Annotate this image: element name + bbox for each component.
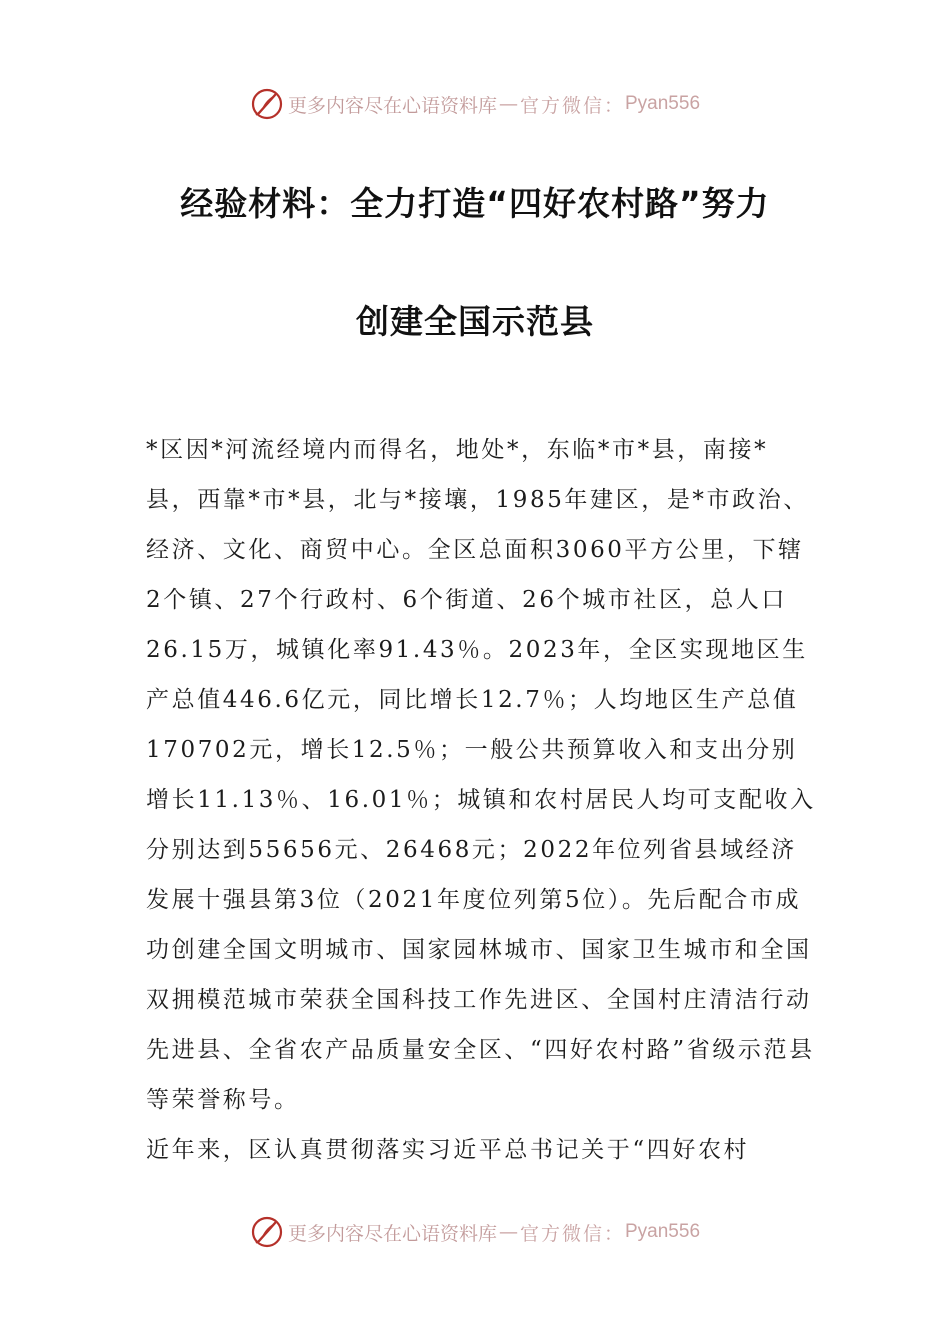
quill-logo-icon — [250, 1215, 284, 1249]
banner-wechat-label: 官方微信： — [519, 94, 625, 117]
document-title-line2: 创建全国示范县 — [356, 302, 594, 341]
footer-wechat-id: Pyan556 — [625, 1221, 701, 1242]
paragraph-second: 近年来，区认真贯彻落实习近平总书记关于“四好农村 — [146, 1137, 750, 1163]
header-banner — [0, 84, 950, 124]
document-body — [146, 425, 818, 1175]
footer-wechat-label: 官方微信： — [519, 1222, 625, 1245]
footer-brand: 更多内容尽在心语资料库 — [287, 1222, 497, 1245]
banner-wechat-id: Pyan556 — [625, 93, 701, 114]
banner-dash: — — [498, 93, 518, 115]
quill-logo-icon — [250, 87, 284, 121]
footer-dash: — — [498, 1221, 518, 1243]
document-title-line1: 经验材料：全力打造“四好农村路”努力 — [180, 184, 770, 223]
footer-banner — [0, 1212, 950, 1252]
banner-brand: 更多内容尽在心语资料库 — [287, 94, 497, 117]
paragraph-intro: *区因*河流经境内而得名，地处*，东临*市*县，南接*县，西靠*市*县，北与*接壤，1985年建区，是*市政治、经济、文化、商贸中心。全区总面积3060平方公里，下辖2个镇、27个行政村、6个街道、26个城市社区，总人口26.15万，城镇化率91.43％。2023年，全区实现地区生产总值446.6亿元，同比增长12.7％；人均地区生产总值170702元，增长12.5％；一般公共预算收入和支出分别增长11.13％、16.01％；城镇和农村居民人均可支配收入分别达到55656元、26468元；2022年位列省县域经济发展十强县第3位（2021年度位列第5位）。先后配合市成功创建全国文明城市、国家园林城市、国家卫生城市和全国双拥模范城市荣获全国科技工作先进区、全国村庄清洁行动先进县、全省农产品质量安全区、“四好农村路”省级示范县等荣誉称号。 — [146, 437, 816, 1113]
